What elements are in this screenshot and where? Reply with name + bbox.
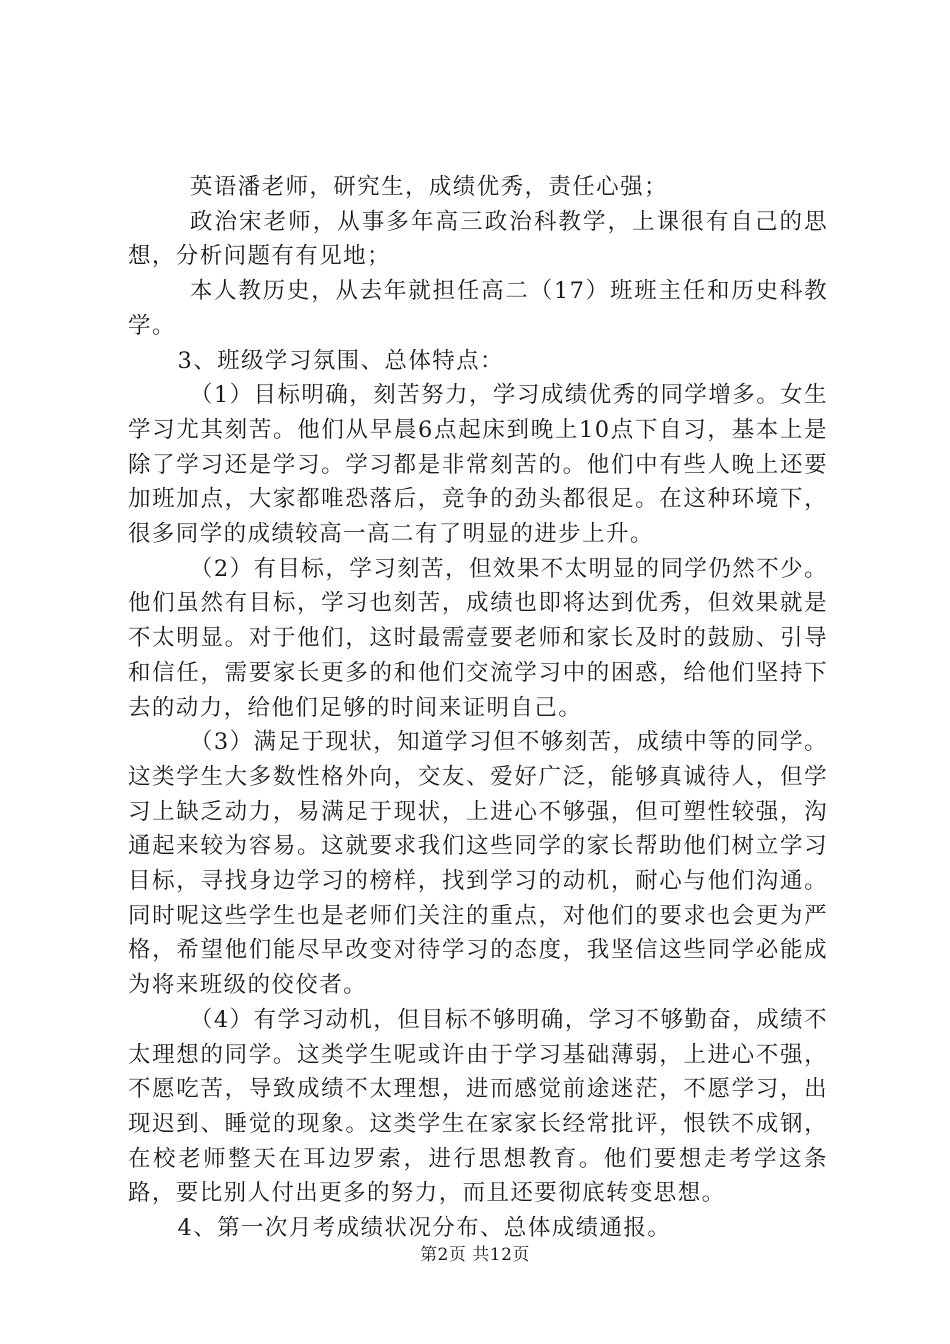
section-heading-4: 4、第一次月考成绩状况分布、总体成绩通报。 [177, 1215, 672, 1242]
paragraph-point-4: （4）有学习动机，但目标不够明确，学习不够勤奋，成绩不太理想的同学。这类学生呢或许由于学习基础薄弱，上进心不强，不愿吃苦，导致成绩不太理想，进而感觉前途迷茫，不愿学习，出现迟到、睡觉的现象。这类学生在家家长经常批评，恨铁不成钢，在校老师整天在耳边罗索，进行思想教育。他们要想走考学这条路，要比别人付出更多的努力，而且还要彻底转变思想。 [128, 1006, 828, 1207]
paragraph-point-2: （2）有目标，学习刻苦，但效果不太明显的同学仍然不少。他们虽然有目标，学习也刻苦，成绩也即将达到优秀，但效果就是不太明显。对于他们，这时最需壹要老师和家长及时的鼓励、引导和信任，需要家长更多的和他们交流学习中的困惑，给他们坚持下去的动力，给他们足够的时间来证明自己。 [128, 555, 828, 721]
paragraph-politics-teacher: 政治宋老师，从事多年高三政治科教学，上课很有自己的思想，分析问题有有见地； [128, 208, 828, 270]
body-text [128, 170, 828, 1246]
paragraph-english-teacher: 英语潘老师，研究生，成绩优秀，责任心强； [189, 174, 668, 200]
paragraph-point-3: （3）满足于现状，知道学习但不够刻苦，成绩中等的同学。这类学生大多数性格外向，交友、爱好广泛，能够真诚待人，但学习上缺乏动力，易满足于现状，上进心不够强，但可塑性较强，沟通起来较为容易。这就要求我们这些同学的家长帮助他们树立学习目标，寻找身边学习的榜样，找到学习的动机，耐心与他们沟通。同时呢这些学生也是老师们关注的重点，对他们的要求也会更为严格，希望他们能尽早改变对待学习的态度，我坚信这些同学必能成为将来班级的佼佼者。 [128, 729, 828, 999]
paragraph-point-1: （1）目标明确，刻苦努力，学习成绩优秀的同学增多。女生学习尤其刻苦。他们从早晨6点起床到晚上10点下自习，基本上是除了学习还是学习。学习都是非常刻苦的。他们中有些人晚上还要加班加点，大家都唯恐落后，竞争的劲头都很足。在这种环境下，很多同学的成绩较高一高二有了明显的进步上升。 [128, 382, 828, 548]
section-heading-3: 3、班级学习氛围、总体特点： [177, 347, 504, 374]
paragraph-history-teacher: 本人教历史，从去年就担任高二（17）班班主任和历史科教学。 [128, 278, 828, 339]
page-number-footer: 第2页 共12页 [420, 1245, 530, 1265]
